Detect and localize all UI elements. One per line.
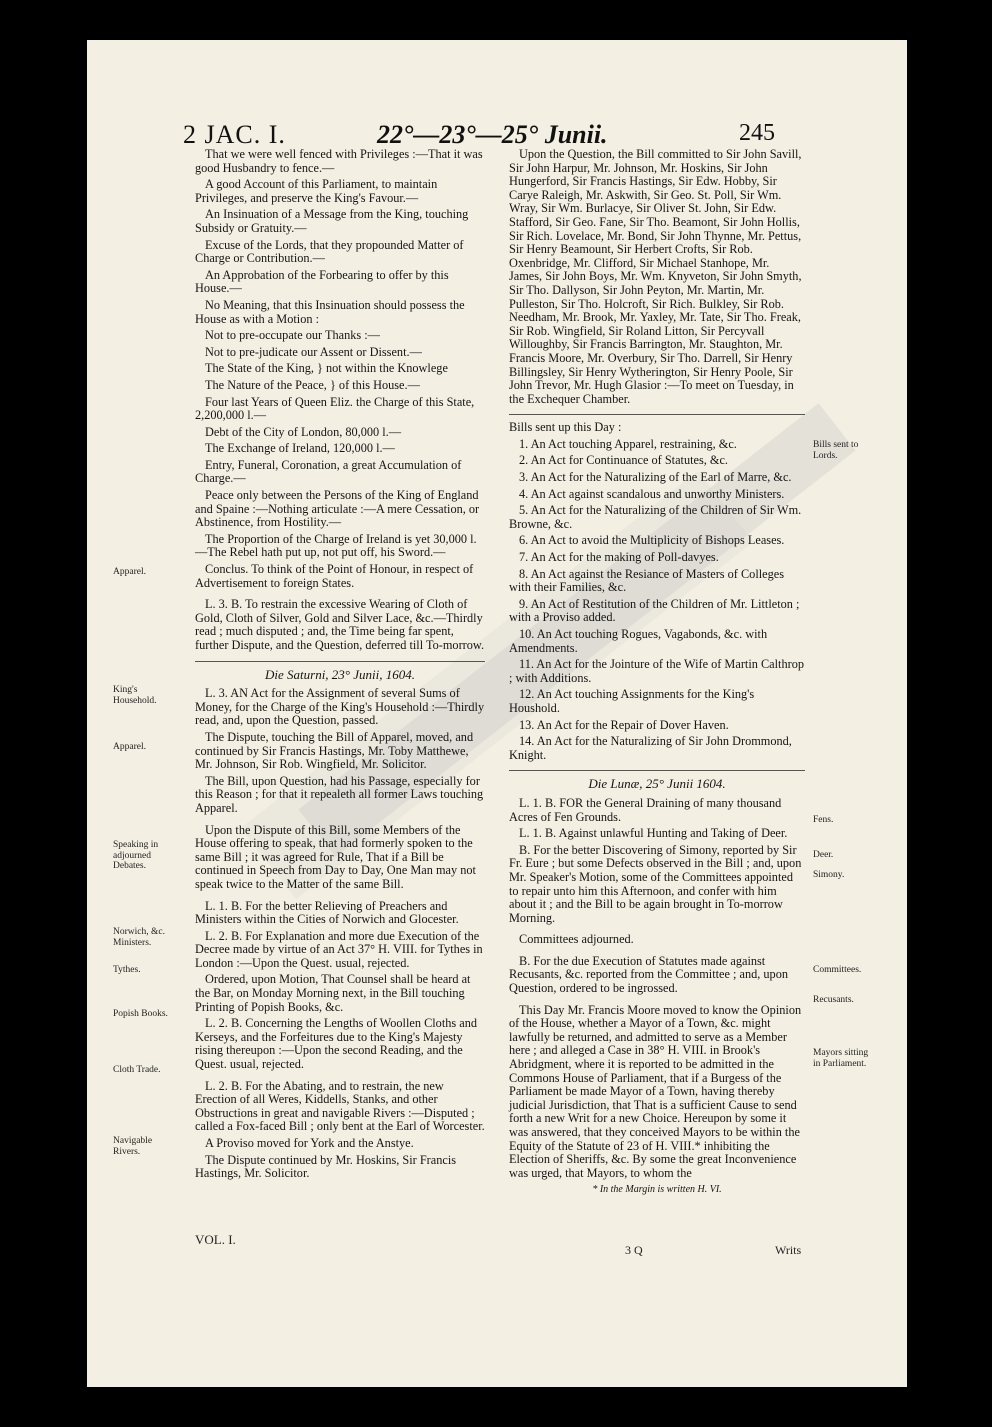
margin-note: Popish Books.: [113, 1009, 168, 1019]
paragraph: L. 1. B. FOR the General Draining of many thousand Acres of Fen Grounds.: [509, 795, 782, 824]
list-heading: Bills sent up this Day :: [509, 420, 622, 435]
list-item: 2. An Act for Continuance of Statutes, &c.: [519, 453, 729, 468]
paragraph: Not to pre-judicate our Assent or Dissent.—: [205, 344, 422, 359]
list-item: 1. An Act touching Apparel, restraining, &c.: [519, 436, 737, 451]
paragraph: Upon the Dispute of this Bill, some Members of the House offering to speak, that had formerly spoken to the same Bill ; it was agreed for Rule, That if a Bill be continued in Speech from Day to Day, One Man may not speak twice to the Matter of the same Bill.: [195, 822, 476, 891]
paragraph: B. For the due Execution of Statutes made against Recusants, &c. reported from the Committee ; and, upon Question, ordered to be ingrossed.: [509, 953, 789, 996]
list-item: 14. An Act for the Naturalizing of Sir John Drommond, Knight.: [509, 734, 792, 762]
margin-note: Tythes.: [113, 965, 141, 975]
list-item: 5. An Act for the Naturalizing of the Children of Sir Wm. Browne, &c.: [509, 503, 802, 531]
divider: [509, 414, 805, 415]
paragraph: B. For the better Discovering of Simony, reported by Sir Fr. Eure ; but some Defects observed in the Bill ; and, upon Mr. Speaker's Motion, some of the Committees appointed to repair unto him this Afternoon, and confer with him about it ; and the Bill to be again brought in To-morrow Morning.: [509, 842, 802, 925]
running-head-left: 2 JAC. I.: [183, 120, 286, 149]
margin-note: Fens.: [813, 815, 834, 825]
margin-note: Apparel.: [113, 567, 146, 577]
paragraph: No Meaning, that this Insinuation should possess the House as with a Motion :: [195, 297, 465, 326]
paragraph: The Nature of the Peace, } of this House.—: [205, 377, 420, 392]
paragraph: This Day Mr. Francis Moore moved to know the Opinion of the House, whether a Mayor of a Town, &c. might lawfully be returned, and admitted to serve as a Member here ; and alleged a Case in 38° H. VIII. in Brook's Abridgment, where it is reported to be admitted in the Commons House of Parliament, that if a Burgess of the Parliament be made Mayor of a Town, having thereby judicial Jurisdiction, that That is a sufficient Cause to send forth a new Writ for a new Choice. Hereupon by some it was answered, that they conceived Mayors to be within the Equity of the Statute of 23 of H. VIII.* inhibiting the Election of Sheriffs, &c. By some the great Inconvenience was urged, that Mayors, to whom the: [509, 1002, 802, 1180]
list-item: 12. An Act touching Assignments for the King's Houshold.: [509, 687, 755, 715]
volume-label: VOL. I.: [195, 1232, 236, 1247]
paragraph: Committees adjourned.: [519, 932, 634, 947]
paragraph: Upon the Question, the Bill committed to Sir John Savill, Sir John Harpur, Mr. Johnson, Mr. Hoskins, Sir John Hungerford, Sir Francis Hastings, Sir Edw. Hobby, Sir Carye Raleigh, Mr. Askwith, Sir Geo. St. Poll, Sir Wm. Wray, Sir Wm. Burlacye, Sir Oliver St. John, Sir Edw. Stafford, Sir Geo. Fane, Sir Tho. Beamont, Sir John Hollis, Sir Rich. Lovelace, Mr. Bond, Sir John Thynne, Mr. Pettus, Sir Henry Beamount, Sir Herbert Crofts, Sir Rob. Oxenbridge, Mr. Clifford, Sir Michael Stanhope, Mr. James, Sir John Boys, Mr. Wm. Knyveton, Sir John Smyth, Sir Tho. Dallyson, Sir John Peyton, Mr. Martin, Mr. Pulleston, Sir Tho. Holcroft, Sir Rich. Bulkley, Sir Rob. Needham, Mr. Brook, Mr. Yaxley, Mr. Tate, Sir Tho. Freak, Sir Rob. Wingfield, Sir Roland Litton, Sir Percyvall Willoughby, Sir Francis Barrington, Mr. Staughton, Mr. Francis Moore, Mr. Overbury, Sir Tho. Darrell, Sir Henry Billingsley, Sir Henry Wytherington, Sir Henry Poole, Sir John Trevor, Mr. Hugh Glasior :—To meet on Tuesday, in the Exchequer Chamber.: [509, 147, 802, 406]
paragraph: The Exchange of Ireland, 120,000 l.—: [205, 441, 395, 456]
paragraph: That we were well fenced with Privileges :—That it was good Husbandry to fence.—: [195, 147, 483, 175]
paragraph: L. 3. AN Act for the Assignment of several Sums of Money, for the Charge of the King's Household :—Thirdly read, and, upon the Question, passed.: [195, 686, 485, 728]
margin-note: Norwich, &c. Ministers.: [113, 927, 165, 948]
paragraph: Debt of the City of London, 80,000 l.—: [205, 424, 402, 439]
margin-note: Cloth Trade.: [113, 1065, 161, 1075]
list-item: 7. An Act for the making of Poll-davyes.: [519, 550, 719, 565]
list-item: 10. An Act touching Rogues, Vagabonds, &c. with Amendments.: [509, 627, 768, 655]
margin-note: Navigable Rivers.: [113, 1136, 153, 1157]
list-item: 13. An Act for the Repair of Dover Haven.: [519, 717, 729, 732]
paragraph: Conclus. To think of the Point of Honour, in respect of Advertisement to foreign States.: [195, 562, 474, 590]
list-item: 9. An Act of Restitution of the Children of Mr. Littleton ; with a Proviso added.: [509, 596, 800, 625]
divider: [509, 770, 805, 771]
margin-note: Bills sent to Lords.: [813, 440, 859, 461]
paragraph: The Proportion of the Charge of Ireland is yet 30,000 l. —The Rebel hath put up, not put off, his Sword.—: [195, 531, 477, 560]
list-item: 3. An Act for the Naturalizing of the Earl of Marre, &c.: [519, 470, 792, 485]
list-item: 4. An Act against scandalous and unworthy Ministers.: [519, 486, 785, 501]
page-number: 245: [739, 120, 775, 146]
margin-note: Mayors sitting in Parliament.: [813, 1048, 869, 1069]
paragraph: The Dispute continued by Mr. Hoskins, Sir Francis Hastings, Mr. Solicitor.: [195, 1152, 457, 1181]
paragraph: The Bill, upon Question, had his Passage, especially for this Reason ; for that it repealeth all former Laws touching Apparel.: [195, 773, 484, 815]
paragraph: An Insinuation of a Message from the King, touching Subsidy or Gratuity.—: [195, 207, 469, 235]
margin-note: Simony.: [813, 870, 845, 880]
left-column: [195, 148, 485, 1184]
paragraph: L. 2. B. For Explanation and more due Execution of the Decree made by virtue of an Act 37° H. VIII. for Tythes in London :—Upon the Quest. usual, rejected.: [195, 928, 483, 970]
document-page: [87, 40, 907, 1387]
list-item: 11. An Act for the Jointure of the Wife of Martin Calthrop ; with Additions.: [509, 657, 805, 685]
margin-note: Committees.: [813, 965, 862, 975]
list-item: 6. An Act to avoid the Multiplicity of Bishops Leases.: [519, 533, 785, 548]
paragraph: Entry, Funeral, Coronation, a great Accumulation of Charge.—: [195, 457, 462, 486]
paragraph: An Approbation of the Forbearing to offer by this House.—: [195, 267, 449, 296]
list-item: 8. An Act against the Resiance of Masters of Colleges with their Families, &c.: [509, 566, 785, 595]
section-heading: Die Lunæ, 25° Junii 1604.: [588, 776, 726, 792]
catchword: Writs: [775, 1243, 802, 1257]
paragraph: Four last Years of Queen Eliz. the Charge of this State, 2,200,000 l.—: [195, 394, 475, 423]
paragraph: L. 2. B. Concerning the Lengths of Woollen Cloths and Kerseys, and the Forfeitures due to the King's Majesty rising thereupon :—Upon the second Reading, and the Quest. usual, rejected.: [195, 1016, 478, 1072]
paragraph: Peace only between the Persons of the King of England and Spaine :—Nothing articulate :—A mere Cessation, or Abstinence, from Hostility.—: [195, 488, 480, 530]
section-heading: Die Saturni, 23° Junii, 1604.: [265, 666, 415, 682]
paragraph: A Proviso moved for York and the Anstye.: [205, 1136, 414, 1150]
paragraph: Not to pre-occupate our Thanks :—: [205, 328, 380, 343]
paragraph: Excuse of the Lords, that they propounded Matter of Charge or Contribution.—: [195, 237, 464, 266]
signature-mark: 3 Q: [625, 1243, 643, 1257]
paragraph: The Dispute, touching the Bill of Apparel, moved, and continued by Sir Francis Hastings, Mr. Toby Matthewe, Mr. Johnson, Sir Rob. Wingfield, Mr. Solicitor.: [195, 729, 474, 772]
running-head-dates: 22°—23°—25° Junii.: [377, 120, 608, 149]
margin-note: Apparel.: [113, 742, 146, 752]
divider: [195, 661, 485, 662]
margin-note: Deer.: [813, 850, 834, 860]
paragraph: L. 1. B. Against unlawful Hunting and Taking of Deer.: [519, 826, 788, 841]
paragraph: The State of the King, } not within the Knowlege: [205, 361, 448, 376]
paragraph: L. 1. B. For the better Relieving of Preachers and Ministers within the Cities of Norwich and Glocester.: [195, 898, 459, 927]
margin-note: Recusants.: [813, 995, 854, 1005]
footnote: * In the Margin is written H. VI.: [592, 1184, 722, 1196]
margin-note: Speaking in adjourned Debates.: [113, 840, 159, 871]
margin-note: King's Household.: [113, 685, 157, 706]
paragraph: L. 3. B. To restrain the excessive Wearing of Cloth of Gold, Cloth of Silver, Gold and Silver Lace, &c.—Thirdly read ; much disputed ; and, the Time being far spent, further Dispute, and the Question, deferred till To-morrow.: [195, 597, 485, 652]
paragraph: L. 2. B. For the Abating, and to restrain, the new Erection of all Weres, Kiddells, Stanks, and other Obstructions in great and navigable Rivers :—Disputed ; called a Fox-faced Bill ; only bent at the Earl of Worcester.: [195, 1078, 485, 1134]
paragraph: A good Account of this Parliament, to maintain Privileges, and preserve the King's Favour.—: [195, 177, 438, 205]
paragraph: Ordered, upon Motion, That Counsel shall be heard at the Bar, on Monday Morning next, in the Bill touching Printing of Popish Books, &c.: [195, 972, 471, 1014]
right-column: [509, 148, 805, 1197]
